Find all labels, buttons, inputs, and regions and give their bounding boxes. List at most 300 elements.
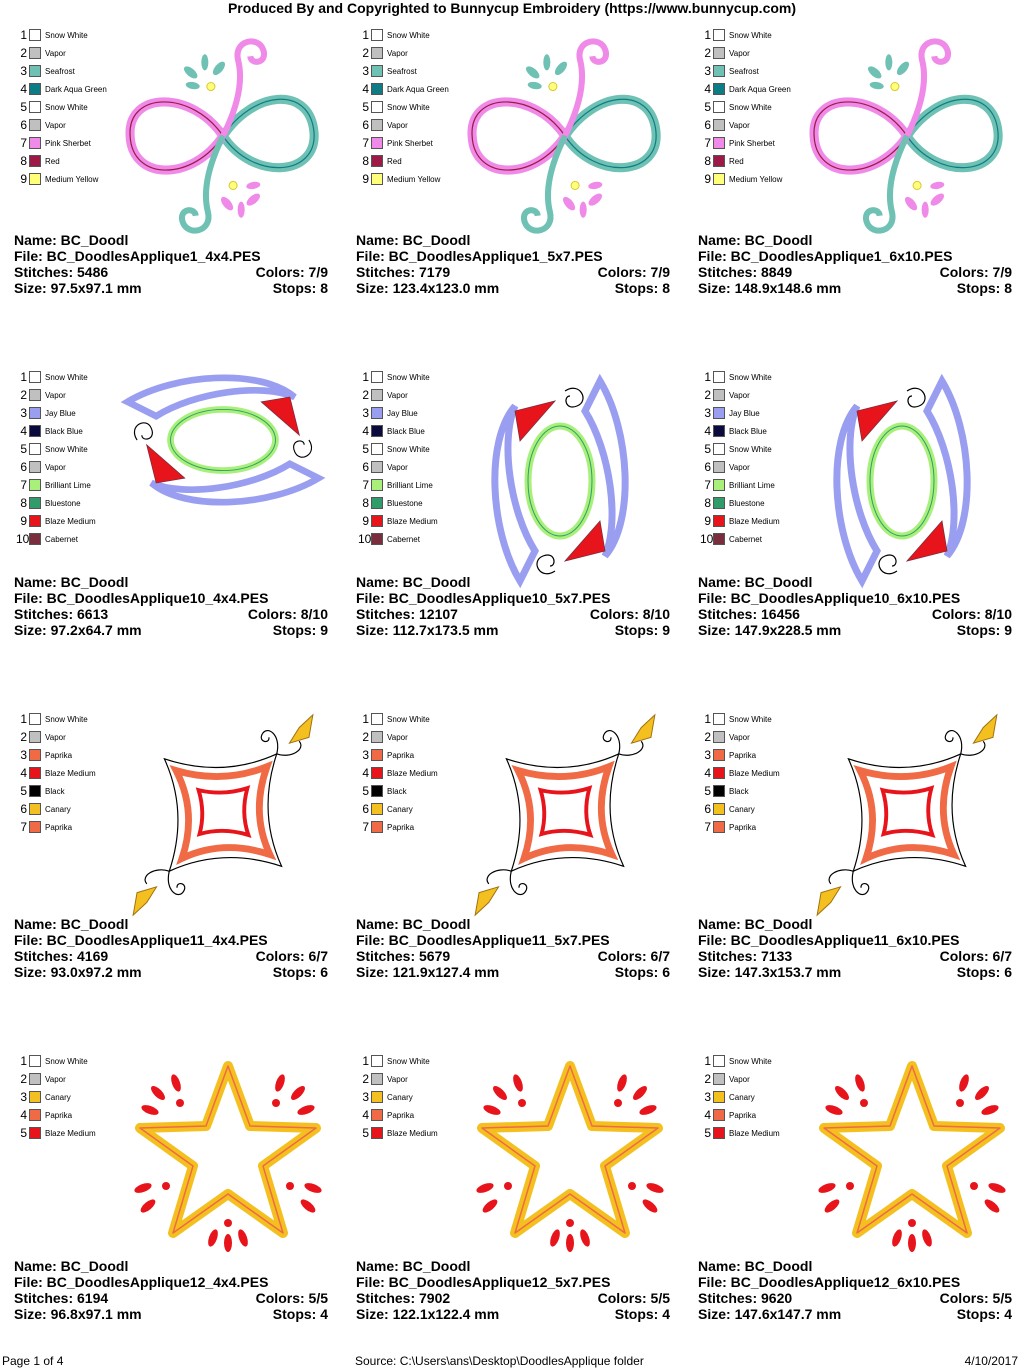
thread-name: Brilliant Lime bbox=[387, 480, 433, 490]
legend-number: 4 bbox=[20, 766, 27, 780]
color-swatch bbox=[29, 731, 41, 743]
thread-name: Vapor bbox=[729, 732, 750, 742]
design-card bbox=[684, 0, 1024, 342]
color-swatch bbox=[713, 155, 725, 167]
color-swatch bbox=[29, 767, 41, 779]
legend-number: 2 bbox=[704, 1072, 711, 1086]
legend-row bbox=[16, 368, 96, 386]
legend-number: 8 bbox=[704, 154, 711, 168]
thread-name: Blaze Medium bbox=[387, 768, 438, 778]
legend-number: 8 bbox=[362, 496, 369, 510]
legend-row bbox=[16, 170, 107, 188]
legend-row bbox=[16, 1052, 96, 1070]
design-stitches: Stitches: 16456 Colors: 8/10 bbox=[698, 606, 1012, 622]
legend-number: 7 bbox=[362, 136, 369, 150]
legend-number: 8 bbox=[20, 154, 27, 168]
design-name: Name: BC_Doodl bbox=[698, 232, 813, 248]
legend-row bbox=[16, 134, 107, 152]
legend-number: 5 bbox=[20, 784, 27, 798]
legend-row bbox=[358, 1052, 438, 1070]
color-swatch bbox=[371, 155, 383, 167]
legend-row bbox=[16, 404, 96, 422]
thread-name: Snow White bbox=[387, 1056, 430, 1066]
design-card bbox=[0, 0, 341, 342]
legend-number: 6 bbox=[362, 802, 369, 816]
color-swatch bbox=[713, 425, 725, 437]
color-swatch bbox=[713, 785, 725, 797]
color-swatch bbox=[29, 515, 41, 527]
thread-name: Snow White bbox=[729, 444, 772, 454]
color-swatch bbox=[29, 713, 41, 725]
thread-name: Dark Aqua Green bbox=[729, 84, 791, 94]
thread-name: Pink Sherbet bbox=[387, 138, 433, 148]
legend-row bbox=[16, 1124, 96, 1142]
thread-name: Vapor bbox=[45, 390, 66, 400]
thread-name: Vapor bbox=[729, 462, 750, 472]
color-legend bbox=[358, 1052, 438, 1142]
legend-row bbox=[700, 1088, 780, 1106]
legend-row bbox=[16, 1106, 96, 1124]
design-name: Name: BC_Doodl bbox=[14, 1258, 129, 1274]
color-swatch bbox=[371, 785, 383, 797]
thread-name: Red bbox=[729, 156, 744, 166]
design-preview bbox=[460, 30, 670, 247]
legend-number: 2 bbox=[704, 46, 711, 60]
legend-number: 4 bbox=[362, 424, 369, 438]
legend-number: 3 bbox=[362, 406, 369, 420]
legend-number: 4 bbox=[362, 1108, 369, 1122]
legend-row bbox=[358, 62, 449, 80]
legend-row bbox=[358, 1070, 438, 1088]
legend-number: 6 bbox=[704, 460, 711, 474]
design-size: Size: 97.2x64.7 mm Stops: 9 bbox=[14, 622, 328, 638]
thread-name: Vapor bbox=[387, 390, 408, 400]
design-card bbox=[0, 1026, 341, 1368]
design-preview bbox=[802, 30, 1012, 247]
color-swatch bbox=[29, 425, 41, 437]
design-name: Name: BC_Doodl bbox=[14, 574, 129, 590]
color-swatch bbox=[371, 479, 383, 491]
thread-name: Vapor bbox=[729, 390, 750, 400]
color-swatch bbox=[371, 101, 383, 113]
color-swatch bbox=[713, 443, 725, 455]
thread-name: Snow White bbox=[45, 444, 88, 454]
legend-number: 6 bbox=[20, 460, 27, 474]
color-swatch bbox=[371, 1055, 383, 1067]
legend-number: 1 bbox=[362, 1054, 369, 1068]
thread-name: Vapor bbox=[729, 1074, 750, 1084]
legend-row bbox=[700, 746, 780, 764]
thread-name: Snow White bbox=[45, 372, 88, 382]
legend-number: 2 bbox=[704, 388, 711, 402]
design-stitches: Stitches: 9620 Colors: 5/5 bbox=[698, 1290, 1012, 1306]
design-info bbox=[698, 916, 1012, 980]
legend-row bbox=[16, 44, 107, 62]
legend-row bbox=[700, 782, 780, 800]
color-legend bbox=[16, 1052, 96, 1142]
design-name: Name: BC_Doodl bbox=[14, 232, 129, 248]
thread-name: Red bbox=[387, 156, 402, 166]
design-size: Size: 147.6x147.7 mm Stops: 4 bbox=[698, 1306, 1012, 1322]
legend-row bbox=[700, 170, 791, 188]
color-swatch bbox=[371, 65, 383, 77]
thread-name: Snow White bbox=[45, 1056, 88, 1066]
thread-name: Jay Blue bbox=[729, 408, 760, 418]
thread-name: Snow White bbox=[729, 30, 772, 40]
design-name: Name: BC_Doodl bbox=[698, 574, 813, 590]
legend-number: 7 bbox=[362, 478, 369, 492]
color-swatch bbox=[371, 29, 383, 41]
legend-number: 7 bbox=[704, 136, 711, 150]
color-swatch bbox=[713, 173, 725, 185]
legend-number: 9 bbox=[20, 514, 27, 528]
thread-name: Canary bbox=[729, 804, 755, 814]
design-size: Size: 147.9x228.5 mm Stops: 9 bbox=[698, 622, 1012, 638]
legend-number: 3 bbox=[704, 748, 711, 762]
design-stitches: Stitches: 5486 Colors: 7/9 bbox=[14, 264, 328, 280]
legend-row bbox=[700, 476, 780, 494]
design-stitches: Stitches: 7133 Colors: 6/7 bbox=[698, 948, 1012, 964]
legend-number: 4 bbox=[362, 82, 369, 96]
color-swatch bbox=[29, 407, 41, 419]
design-card bbox=[684, 684, 1024, 1026]
legend-number: 10 bbox=[16, 532, 30, 546]
legend-row bbox=[16, 728, 96, 746]
color-swatch bbox=[29, 821, 41, 833]
color-swatch bbox=[713, 497, 725, 509]
color-swatch bbox=[29, 1109, 41, 1121]
design-preview bbox=[118, 30, 328, 247]
color-swatch bbox=[29, 749, 41, 761]
legend-number: 9 bbox=[20, 172, 27, 186]
thread-name: Blaze Medium bbox=[729, 768, 780, 778]
design-preview bbox=[490, 370, 630, 597]
legend-row bbox=[358, 764, 438, 782]
color-swatch bbox=[713, 137, 725, 149]
legend-number: 8 bbox=[704, 496, 711, 510]
legend-number: 7 bbox=[704, 478, 711, 492]
legend-row bbox=[700, 1052, 780, 1070]
design-file: File: BC_DoodlesApplique11_6x10.PES bbox=[698, 932, 960, 948]
legend-row bbox=[700, 422, 780, 440]
color-swatch bbox=[29, 1091, 41, 1103]
legend-number: 3 bbox=[20, 64, 27, 78]
legend-row bbox=[358, 458, 438, 476]
design-card bbox=[684, 342, 1024, 684]
design-size: Size: 93.0x97.2 mm Stops: 6 bbox=[14, 964, 328, 980]
design-card bbox=[342, 684, 683, 1026]
thread-name: Seafrost bbox=[387, 66, 417, 76]
thread-name: Medium Yellow bbox=[45, 174, 99, 184]
legend-number: 2 bbox=[362, 388, 369, 402]
color-swatch bbox=[371, 461, 383, 473]
thread-name: Snow White bbox=[45, 714, 88, 724]
thread-name: Snow White bbox=[729, 1056, 772, 1066]
legend-number: 7 bbox=[362, 820, 369, 834]
design-file: File: BC_DoodlesApplique1_5x7.PES bbox=[356, 248, 603, 264]
thread-name: Vapor bbox=[387, 732, 408, 742]
legend-row bbox=[358, 170, 449, 188]
legend-row bbox=[358, 530, 438, 548]
design-card bbox=[0, 342, 341, 684]
legend-row bbox=[358, 80, 449, 98]
color-swatch bbox=[29, 155, 41, 167]
legend-row bbox=[16, 386, 96, 404]
thread-name: Vapor bbox=[387, 48, 408, 58]
color-swatch bbox=[713, 821, 725, 833]
legend-number: 2 bbox=[362, 730, 369, 744]
legend-number: 3 bbox=[20, 406, 27, 420]
legend-number: 2 bbox=[20, 46, 27, 60]
legend-row bbox=[700, 368, 780, 386]
legend-row bbox=[700, 404, 780, 422]
legend-number: 1 bbox=[20, 1054, 27, 1068]
color-swatch bbox=[29, 1073, 41, 1085]
color-swatch bbox=[371, 137, 383, 149]
legend-number: 8 bbox=[362, 154, 369, 168]
design-size: Size: 112.7x173.5 mm Stops: 9 bbox=[356, 622, 670, 638]
thread-name: Blaze Medium bbox=[729, 516, 780, 526]
design-size: Size: 148.9x148.6 mm Stops: 8 bbox=[698, 280, 1012, 296]
thread-name: Jay Blue bbox=[387, 408, 418, 418]
thread-name: Blaze Medium bbox=[45, 516, 96, 526]
thread-name: Snow White bbox=[729, 102, 772, 112]
legend-row bbox=[358, 476, 438, 494]
design-size: Size: 96.8x97.1 mm Stops: 4 bbox=[14, 1306, 328, 1322]
legend-number: 5 bbox=[362, 1126, 369, 1140]
legend-number: 7 bbox=[704, 820, 711, 834]
design-size: Size: 123.4x123.0 mm Stops: 8 bbox=[356, 280, 670, 296]
legend-row bbox=[700, 44, 791, 62]
thread-name: Paprika bbox=[387, 750, 415, 760]
color-swatch bbox=[29, 101, 41, 113]
thread-name: Snow White bbox=[387, 30, 430, 40]
legend-row bbox=[358, 368, 438, 386]
legend-row bbox=[16, 152, 107, 170]
legend-row bbox=[16, 746, 96, 764]
thread-name: Vapor bbox=[387, 120, 408, 130]
color-swatch bbox=[713, 1055, 725, 1067]
legend-row bbox=[358, 1106, 438, 1124]
design-stitches: Stitches: 4169 Colors: 6/7 bbox=[14, 948, 328, 964]
color-legend bbox=[16, 26, 107, 188]
color-swatch bbox=[29, 533, 41, 545]
color-swatch bbox=[371, 173, 383, 185]
design-stitches: Stitches: 5679 Colors: 6/7 bbox=[356, 948, 670, 964]
thread-name: Black Blue bbox=[45, 426, 83, 436]
legend-number: 5 bbox=[704, 784, 711, 798]
color-swatch bbox=[713, 47, 725, 59]
legend-number: 7 bbox=[20, 136, 27, 150]
design-file: File: BC_DoodlesApplique11_5x7.PES bbox=[356, 932, 610, 948]
legend-row bbox=[358, 512, 438, 530]
thread-name: Cabernet bbox=[729, 534, 762, 544]
thread-name: Snow White bbox=[387, 444, 430, 454]
design-file: File: BC_DoodlesApplique10_5x7.PES bbox=[356, 590, 611, 606]
design-name: Name: BC_Doodl bbox=[14, 916, 129, 932]
thread-name: Snow White bbox=[45, 102, 88, 112]
legend-row bbox=[16, 764, 96, 782]
thread-name: Seafrost bbox=[45, 66, 75, 76]
thread-name: Pink Sherbet bbox=[45, 138, 91, 148]
legend-number: 6 bbox=[20, 118, 27, 132]
legend-row bbox=[16, 800, 96, 818]
color-swatch bbox=[29, 389, 41, 401]
source-path: Source: C:\Users\ans\Desktop\DoodlesApplique folder bbox=[355, 1354, 644, 1368]
design-preview bbox=[812, 1048, 1012, 1263]
legend-row bbox=[16, 476, 96, 494]
legend-row bbox=[358, 782, 438, 800]
thread-name: Canary bbox=[729, 1092, 755, 1102]
color-swatch bbox=[29, 371, 41, 383]
color-swatch bbox=[713, 371, 725, 383]
color-legend bbox=[700, 1052, 780, 1142]
color-swatch bbox=[713, 101, 725, 113]
legend-number: 4 bbox=[704, 424, 711, 438]
thread-name: Blaze Medium bbox=[729, 1128, 780, 1138]
legend-row bbox=[16, 98, 107, 116]
legend-number: 1 bbox=[704, 1054, 711, 1068]
color-swatch bbox=[371, 1091, 383, 1103]
thread-name: Blaze Medium bbox=[45, 1128, 96, 1138]
legend-row bbox=[358, 728, 438, 746]
legend-row bbox=[358, 386, 438, 404]
design-preview bbox=[470, 1048, 670, 1263]
legend-number: 3 bbox=[20, 748, 27, 762]
thread-name: Red bbox=[45, 156, 60, 166]
legend-row bbox=[700, 152, 791, 170]
design-info bbox=[356, 574, 670, 638]
color-legend bbox=[700, 26, 791, 188]
legend-number: 1 bbox=[20, 712, 27, 726]
legend-row bbox=[700, 800, 780, 818]
design-info bbox=[14, 1258, 328, 1322]
legend-number: 1 bbox=[704, 28, 711, 42]
thread-name: Canary bbox=[387, 804, 413, 814]
color-swatch bbox=[713, 533, 725, 545]
thread-name: Pink Sherbet bbox=[729, 138, 775, 148]
legend-row bbox=[16, 782, 96, 800]
thread-name: Vapor bbox=[45, 732, 66, 742]
legend-row bbox=[358, 26, 449, 44]
color-swatch bbox=[713, 1127, 725, 1139]
design-stitches: Stitches: 8849 Colors: 7/9 bbox=[698, 264, 1012, 280]
legend-number: 3 bbox=[704, 64, 711, 78]
legend-row bbox=[16, 62, 107, 80]
legend-row bbox=[358, 818, 438, 836]
thread-name: Snow White bbox=[729, 714, 772, 724]
color-swatch bbox=[29, 803, 41, 815]
color-swatch bbox=[371, 1073, 383, 1085]
color-swatch bbox=[713, 749, 725, 761]
legend-number: 6 bbox=[362, 118, 369, 132]
design-file: File: BC_DoodlesApplique10_6x10.PES bbox=[698, 590, 961, 606]
legend-number: 2 bbox=[20, 1072, 27, 1086]
thread-name: Vapor bbox=[729, 48, 750, 58]
design-file: File: BC_DoodlesApplique10_4x4.PES bbox=[14, 590, 269, 606]
legend-row bbox=[358, 404, 438, 422]
thread-name: Medium Yellow bbox=[387, 174, 441, 184]
legend-number: 6 bbox=[704, 802, 711, 816]
color-swatch bbox=[371, 1109, 383, 1121]
design-size: Size: 122.1x122.4 mm Stops: 4 bbox=[356, 1306, 670, 1322]
legend-row bbox=[700, 458, 780, 476]
thread-name: Blaze Medium bbox=[45, 768, 96, 778]
legend-row bbox=[16, 1070, 96, 1088]
legend-number: 3 bbox=[704, 1090, 711, 1104]
legend-number: 4 bbox=[704, 1108, 711, 1122]
print-date: 4/10/2017 bbox=[964, 1354, 1018, 1368]
color-legend bbox=[358, 368, 438, 548]
legend-row bbox=[700, 80, 791, 98]
color-swatch bbox=[713, 119, 725, 131]
color-legend bbox=[16, 710, 96, 836]
thread-name: Paprika bbox=[729, 1110, 757, 1120]
legend-number: 4 bbox=[20, 82, 27, 96]
legend-number: 1 bbox=[362, 370, 369, 384]
color-swatch bbox=[371, 425, 383, 437]
color-swatch bbox=[29, 785, 41, 797]
legend-row bbox=[16, 26, 107, 44]
design-info bbox=[698, 232, 1012, 296]
legend-row bbox=[358, 422, 438, 440]
thread-name: Black bbox=[387, 786, 407, 796]
design-info bbox=[14, 574, 328, 638]
design-name: Name: BC_Doodl bbox=[698, 916, 813, 932]
thread-name: Seafrost bbox=[729, 66, 759, 76]
color-swatch bbox=[371, 119, 383, 131]
legend-number: 3 bbox=[362, 1090, 369, 1104]
legend-number: 1 bbox=[362, 712, 369, 726]
color-swatch bbox=[29, 29, 41, 41]
legend-number: 3 bbox=[362, 748, 369, 762]
legend-number: 6 bbox=[704, 118, 711, 132]
legend-number: 2 bbox=[20, 730, 27, 744]
design-card bbox=[0, 684, 341, 1026]
legend-number: 1 bbox=[704, 370, 711, 384]
legend-row bbox=[700, 1124, 780, 1142]
color-swatch bbox=[29, 47, 41, 59]
color-swatch bbox=[713, 713, 725, 725]
color-swatch bbox=[371, 389, 383, 401]
design-name: Name: BC_Doodl bbox=[356, 916, 471, 932]
design-stitches: Stitches: 6194 Colors: 5/5 bbox=[14, 1290, 328, 1306]
thread-name: Cabernet bbox=[45, 534, 78, 544]
design-stitches: Stitches: 7902 Colors: 5/5 bbox=[356, 1290, 670, 1306]
thread-name: Blaze Medium bbox=[387, 516, 438, 526]
thread-name: Paprika bbox=[45, 1110, 73, 1120]
legend-number: 2 bbox=[20, 388, 27, 402]
thread-name: Canary bbox=[45, 804, 71, 814]
legend-number: 4 bbox=[704, 766, 711, 780]
design-preview bbox=[832, 370, 972, 597]
color-swatch bbox=[371, 515, 383, 527]
color-swatch bbox=[371, 749, 383, 761]
design-info bbox=[698, 1258, 1012, 1322]
color-swatch bbox=[29, 137, 41, 149]
color-swatch bbox=[371, 803, 383, 815]
legend-row bbox=[358, 710, 438, 728]
thread-name: Paprika bbox=[45, 822, 73, 832]
legend-row bbox=[358, 152, 449, 170]
color-swatch bbox=[371, 731, 383, 743]
color-swatch bbox=[29, 1055, 41, 1067]
design-info bbox=[698, 574, 1012, 638]
design-file: File: BC_DoodlesApplique1_6x10.PES bbox=[698, 248, 953, 264]
thread-name: Vapor bbox=[45, 462, 66, 472]
color-swatch bbox=[371, 83, 383, 95]
design-info bbox=[14, 232, 328, 296]
